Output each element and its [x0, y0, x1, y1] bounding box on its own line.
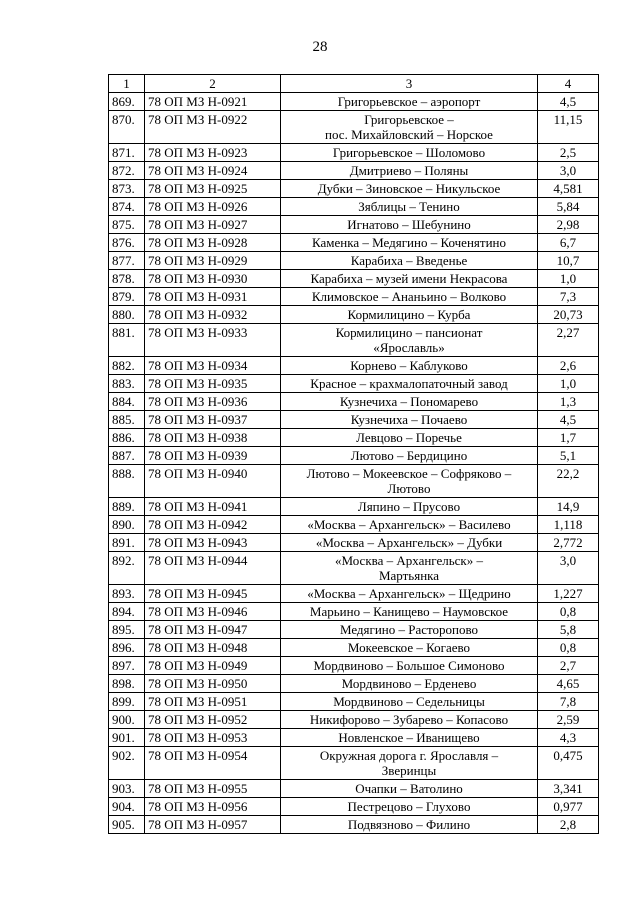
page-number: 28	[312, 39, 328, 55]
road-length: 1,227	[538, 585, 599, 603]
road-code: 78 ОП МЗ Н-0932	[145, 306, 281, 324]
row-number: 875.	[109, 216, 145, 234]
road-code: 78 ОП МЗ Н-0953	[145, 729, 281, 747]
road-length: 4,3	[538, 729, 599, 747]
row-number: 876.	[109, 234, 145, 252]
table-row	[109, 693, 599, 711]
road-code: 78 ОП МЗ Н-0926	[145, 198, 281, 216]
road-length: 0,8	[538, 603, 599, 621]
table-row	[109, 552, 599, 585]
road-name: Зяблицы – Тенино	[281, 198, 538, 216]
road-name: Дубки – Зиновское – Никульское	[281, 180, 538, 198]
table-row	[109, 324, 599, 357]
row-number: 871.	[109, 144, 145, 162]
table-row	[109, 93, 599, 111]
column-header: 2	[145, 75, 281, 93]
roads-table	[108, 74, 599, 834]
road-length: 7,8	[538, 693, 599, 711]
table-row	[109, 711, 599, 729]
road-code: 78 ОП МЗ Н-0921	[145, 93, 281, 111]
road-code: 78 ОП МЗ Н-0951	[145, 693, 281, 711]
road-length: 11,15	[538, 111, 599, 144]
road-name: Мордвиново – Седельницы	[281, 693, 538, 711]
row-number: 885.	[109, 411, 145, 429]
road-length: 2,98	[538, 216, 599, 234]
road-length: 4,5	[538, 411, 599, 429]
road-length: 3,0	[538, 162, 599, 180]
road-length: 7,3	[538, 288, 599, 306]
road-name: Кормилицино – пансионат «Ярославль»	[281, 324, 538, 357]
table-row	[109, 144, 599, 162]
table-row	[109, 621, 599, 639]
road-code: 78 ОП МЗ Н-0943	[145, 534, 281, 552]
road-length: 2,7	[538, 657, 599, 675]
row-number: 889.	[109, 498, 145, 516]
row-number: 874.	[109, 198, 145, 216]
row-number: 902.	[109, 747, 145, 780]
table-row	[109, 393, 599, 411]
table-row	[109, 252, 599, 270]
road-name: Карабиха – Введенье	[281, 252, 538, 270]
road-name: Игнатово – Шебунино	[281, 216, 538, 234]
road-name: «Москва – Архангельск» – Дубки	[281, 534, 538, 552]
road-length: 0,475	[538, 747, 599, 780]
table-row	[109, 816, 599, 834]
road-length: 3,0	[538, 552, 599, 585]
table-row	[109, 639, 599, 657]
road-length: 4,581	[538, 180, 599, 198]
road-code: 78 ОП МЗ Н-0936	[145, 393, 281, 411]
table-row	[109, 357, 599, 375]
road-code: 78 ОП МЗ Н-0944	[145, 552, 281, 585]
road-code: 78 ОП МЗ Н-0934	[145, 357, 281, 375]
road-name: Каменка – Медягино – Коченятино	[281, 234, 538, 252]
table-row	[109, 447, 599, 465]
road-code: 78 ОП МЗ Н-0949	[145, 657, 281, 675]
table-row	[109, 429, 599, 447]
road-name: Лютово – Мокеевское – Софряково – Лютово	[281, 465, 538, 498]
road-length: 2,772	[538, 534, 599, 552]
road-length: 2,8	[538, 816, 599, 834]
row-number: 881.	[109, 324, 145, 357]
road-name: Дмитриево – Поляны	[281, 162, 538, 180]
road-name: Карабиха – музей имени Некрасова	[281, 270, 538, 288]
road-length: 5,84	[538, 198, 599, 216]
road-name: «Москва – Архангельск» – Щедрино	[281, 585, 538, 603]
road-name: Очапки – Ватолино	[281, 780, 538, 798]
row-number: 877.	[109, 252, 145, 270]
road-code: 78 ОП МЗ Н-0941	[145, 498, 281, 516]
road-name: Новленское – Иванищево	[281, 729, 538, 747]
road-length: 3,341	[538, 780, 599, 798]
road-code: 78 ОП МЗ Н-0925	[145, 180, 281, 198]
road-length: 0,8	[538, 639, 599, 657]
road-code: 78 ОП МЗ Н-0935	[145, 375, 281, 393]
road-code: 78 ОП МЗ Н-0923	[145, 144, 281, 162]
column-header: 1	[109, 75, 145, 93]
column-header: 4	[538, 75, 599, 93]
road-name: Мордвиново – Ерденево	[281, 675, 538, 693]
table-row	[109, 729, 599, 747]
table-row	[109, 603, 599, 621]
table-row	[109, 306, 599, 324]
table-row	[109, 585, 599, 603]
table-row	[109, 162, 599, 180]
road-name: Кузнечиха – Почаево	[281, 411, 538, 429]
road-length: 14,9	[538, 498, 599, 516]
road-code: 78 ОП МЗ Н-0927	[145, 216, 281, 234]
row-number: 888.	[109, 465, 145, 498]
row-number: 901.	[109, 729, 145, 747]
row-number: 893.	[109, 585, 145, 603]
road-name: Кормилицино – Курба	[281, 306, 538, 324]
row-number: 898.	[109, 675, 145, 693]
road-name: Корнево – Каблуково	[281, 357, 538, 375]
row-number: 882.	[109, 357, 145, 375]
row-number: 894.	[109, 603, 145, 621]
road-name: Григорьевское – аэропорт	[281, 93, 538, 111]
row-number: 884.	[109, 393, 145, 411]
road-name: Подвязново – Филино	[281, 816, 538, 834]
road-name: Григорьевское – Шоломово	[281, 144, 538, 162]
road-name: Медягино – Расторопово	[281, 621, 538, 639]
row-number: 886.	[109, 429, 145, 447]
road-code: 78 ОП МЗ Н-0939	[145, 447, 281, 465]
road-code: 78 ОП МЗ Н-0946	[145, 603, 281, 621]
road-length: 1,3	[538, 393, 599, 411]
row-number: 895.	[109, 621, 145, 639]
table-row	[109, 234, 599, 252]
road-code: 78 ОП МЗ Н-0956	[145, 798, 281, 816]
row-number: 891.	[109, 534, 145, 552]
road-name: Красное – крахмалопаточный завод	[281, 375, 538, 393]
road-name: Марьино – Канищево – Наумовское	[281, 603, 538, 621]
road-code: 78 ОП МЗ Н-0929	[145, 252, 281, 270]
road-length: 6,7	[538, 234, 599, 252]
table-row	[109, 111, 599, 144]
row-number: 904.	[109, 798, 145, 816]
row-number: 873.	[109, 180, 145, 198]
road-length: 1,0	[538, 375, 599, 393]
table-row	[109, 498, 599, 516]
road-name: Климовское – Ананьино – Волково	[281, 288, 538, 306]
row-number: 880.	[109, 306, 145, 324]
road-length: 0,977	[538, 798, 599, 816]
road-name: Лютово – Бердицино	[281, 447, 538, 465]
road-name: Никифорово – Зубарево – Копасово	[281, 711, 538, 729]
table-body	[109, 75, 599, 834]
table-row	[109, 411, 599, 429]
road-length: 1,118	[538, 516, 599, 534]
road-length: 2,59	[538, 711, 599, 729]
road-name: Ляпино – Прусово	[281, 498, 538, 516]
road-code: 78 ОП МЗ Н-0937	[145, 411, 281, 429]
road-length: 1,7	[538, 429, 599, 447]
road-code: 78 ОП МЗ Н-0954	[145, 747, 281, 780]
row-number: 905.	[109, 816, 145, 834]
road-length: 2,6	[538, 357, 599, 375]
table-row	[109, 270, 599, 288]
table-row	[109, 216, 599, 234]
row-number: 872.	[109, 162, 145, 180]
column-header-row	[109, 75, 599, 93]
table-row	[109, 657, 599, 675]
road-code: 78 ОП МЗ Н-0948	[145, 639, 281, 657]
row-number: 897.	[109, 657, 145, 675]
road-code: 78 ОП МЗ Н-0940	[145, 465, 281, 498]
table-row	[109, 780, 599, 798]
road-code: 78 ОП МЗ Н-0955	[145, 780, 281, 798]
row-number: 883.	[109, 375, 145, 393]
road-code: 78 ОП МЗ Н-0933	[145, 324, 281, 357]
road-name: Григорьевское – пос. Михайловский – Норское	[281, 111, 538, 144]
row-number: 887.	[109, 447, 145, 465]
row-number: 899.	[109, 693, 145, 711]
road-name: Кузнечиха – Пономарево	[281, 393, 538, 411]
road-name: Мокеевское – Когаево	[281, 639, 538, 657]
road-code: 78 ОП МЗ Н-0942	[145, 516, 281, 534]
road-code: 78 ОП МЗ Н-0922	[145, 111, 281, 144]
table-row	[109, 516, 599, 534]
table-row	[109, 288, 599, 306]
road-length: 4,5	[538, 93, 599, 111]
road-code: 78 ОП МЗ Н-0924	[145, 162, 281, 180]
road-name: Мордвиново – Большое Симоново	[281, 657, 538, 675]
road-length: 5,8	[538, 621, 599, 639]
row-number: 870.	[109, 111, 145, 144]
road-length: 4,65	[538, 675, 599, 693]
road-length: 1,0	[538, 270, 599, 288]
row-number: 869.	[109, 93, 145, 111]
road-code: 78 ОП МЗ Н-0930	[145, 270, 281, 288]
row-number: 890.	[109, 516, 145, 534]
road-code: 78 ОП МЗ Н-0938	[145, 429, 281, 447]
road-name: «Москва – Архангельск» – Василево	[281, 516, 538, 534]
road-length: 2,27	[538, 324, 599, 357]
column-header: 3	[281, 75, 538, 93]
road-length: 5,1	[538, 447, 599, 465]
table-row	[109, 198, 599, 216]
road-length: 10,7	[538, 252, 599, 270]
road-length: 22,2	[538, 465, 599, 498]
road-code: 78 ОП МЗ Н-0945	[145, 585, 281, 603]
road-name: Окружная дорога г. Ярославля – Зверинцы	[281, 747, 538, 780]
road-length: 2,5	[538, 144, 599, 162]
table-row	[109, 798, 599, 816]
road-name: Левцово – Поречье	[281, 429, 538, 447]
road-name: «Москва – Архангельск» – Мартьянка	[281, 552, 538, 585]
row-number: 900.	[109, 711, 145, 729]
row-number: 892.	[109, 552, 145, 585]
table-row	[109, 465, 599, 498]
road-code: 78 ОП МЗ Н-0952	[145, 711, 281, 729]
table-row	[109, 180, 599, 198]
row-number: 896.	[109, 639, 145, 657]
table-row	[109, 375, 599, 393]
table-row	[109, 534, 599, 552]
road-name: Пестрецово – Глухово	[281, 798, 538, 816]
road-code: 78 ОП МЗ Н-0947	[145, 621, 281, 639]
road-code: 78 ОП МЗ Н-0950	[145, 675, 281, 693]
road-length: 20,73	[538, 306, 599, 324]
row-number: 878.	[109, 270, 145, 288]
table-row	[109, 747, 599, 780]
road-code: 78 ОП МЗ Н-0957	[145, 816, 281, 834]
road-code: 78 ОП МЗ Н-0928	[145, 234, 281, 252]
table-row	[109, 675, 599, 693]
row-number: 903.	[109, 780, 145, 798]
row-number: 879.	[109, 288, 145, 306]
road-code: 78 ОП МЗ Н-0931	[145, 288, 281, 306]
